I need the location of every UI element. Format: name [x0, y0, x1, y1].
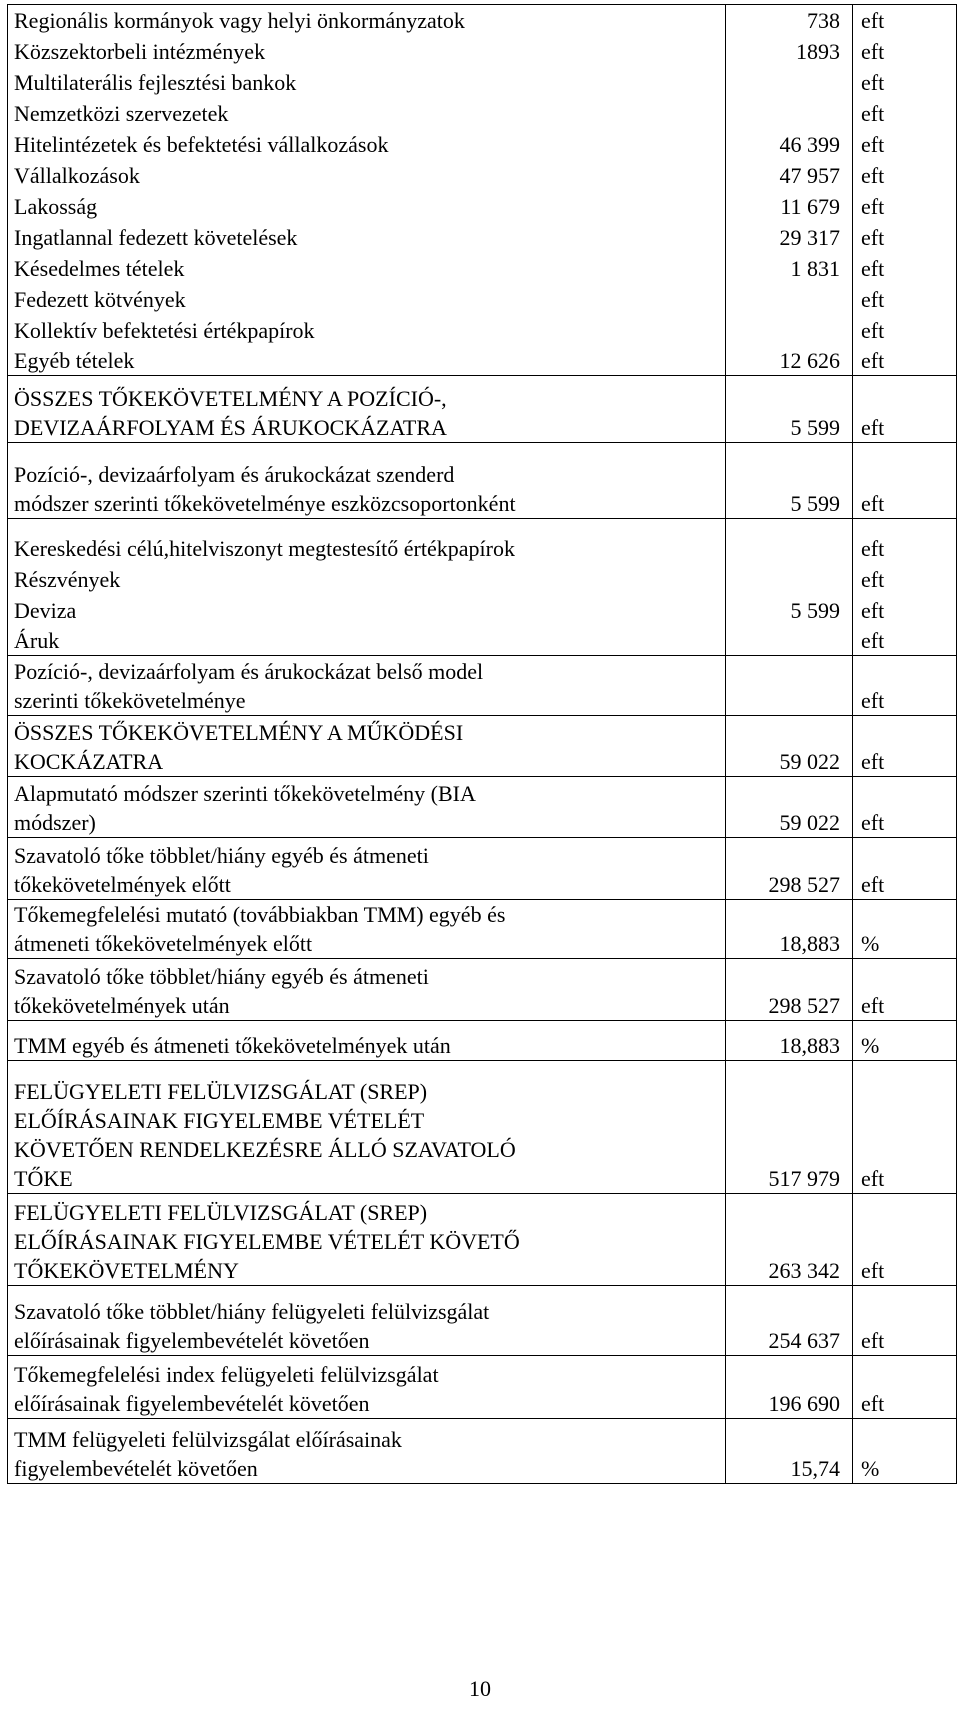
row-unit: eft — [853, 314, 957, 345]
row-label: Kereskedési célú,hitelviszonyt megtestesítő értékpapírok — [8, 519, 726, 563]
row-label: Kollektív befektetési értékpapírok — [8, 314, 726, 345]
row-label: Nemzetközi szervezetek — [8, 97, 726, 128]
row-label: Részvények — [8, 563, 726, 594]
table-row — [8, 345, 957, 376]
row-unit: % — [853, 900, 957, 959]
row-label: Alapmutató módszer szerinti tőkekövetelmény (BIA módszer) — [8, 777, 726, 838]
row-value — [726, 283, 853, 314]
row-unit: eft — [853, 5, 957, 35]
row-value: 1 831 — [726, 252, 853, 283]
row-value — [726, 625, 853, 656]
row-unit: eft — [853, 35, 957, 66]
row-unit: eft — [853, 563, 957, 594]
row-value: 1893 — [726, 35, 853, 66]
table-row — [8, 128, 957, 159]
table-row — [8, 443, 957, 519]
row-unit: eft — [853, 128, 957, 159]
table-row — [8, 314, 957, 345]
row-value: 5 599 — [726, 376, 853, 443]
row-label: FELÜGYELETI FELÜLVIZSGÁLAT (SREP) ELŐÍRÁSAINAK FIGYELEMBE VÉTELÉT KÖVETŐ TŐKEKÖVETELMÉNY — [8, 1194, 726, 1286]
table-row — [8, 777, 957, 838]
row-unit: eft — [853, 66, 957, 97]
row-unit: eft — [853, 1061, 957, 1194]
row-unit: eft — [853, 625, 957, 656]
row-unit: eft — [853, 1194, 957, 1286]
table-row — [8, 5, 957, 35]
row-unit: eft — [853, 777, 957, 838]
table-row — [8, 159, 957, 190]
row-label: Közszektorbeli intézmények — [8, 35, 726, 66]
table-row — [8, 716, 957, 777]
row-unit: eft — [853, 1286, 957, 1356]
table-row — [8, 221, 957, 252]
row-unit: eft — [853, 159, 957, 190]
row-unit: eft — [853, 190, 957, 221]
row-label: Szavatoló tőke többlet/hiány egyéb és átmeneti tőkekövetelmények után — [8, 959, 726, 1021]
row-value: 254 637 — [726, 1286, 853, 1356]
table-row — [8, 35, 957, 66]
table-row — [8, 1194, 957, 1286]
row-value: 59 022 — [726, 777, 853, 838]
row-label: Regionális kormányok vagy helyi önkormányzatok — [8, 5, 726, 35]
table-row — [8, 656, 957, 716]
row-value — [726, 66, 853, 97]
table-row — [8, 900, 957, 959]
row-unit: eft — [853, 656, 957, 716]
row-value — [726, 563, 853, 594]
row-unit: eft — [853, 443, 957, 519]
table-row — [8, 1356, 957, 1419]
row-label: Hitelintézetek és befektetési vállalkozások — [8, 128, 726, 159]
capital-requirements-table — [7, 4, 957, 1484]
table-body — [8, 5, 957, 1484]
row-value: 517 979 — [726, 1061, 853, 1194]
row-value: 46 399 — [726, 128, 853, 159]
row-unit: eft — [853, 221, 957, 252]
row-unit: % — [853, 1419, 957, 1484]
row-value: 59 022 — [726, 716, 853, 777]
row-value: 12 626 — [726, 345, 853, 376]
row-value: 18,883 — [726, 1021, 853, 1061]
table-row — [8, 1286, 957, 1356]
row-value: 738 — [726, 5, 853, 35]
table-row — [8, 283, 957, 314]
row-value: 263 342 — [726, 1194, 853, 1286]
row-label: TMM egyéb és átmeneti tőkekövetelmények után — [8, 1021, 726, 1061]
row-unit: eft — [853, 376, 957, 443]
row-label: Ingatlannal fedezett követelések — [8, 221, 726, 252]
row-unit: eft — [853, 1356, 957, 1419]
table-row — [8, 1021, 957, 1061]
row-value: 196 690 — [726, 1356, 853, 1419]
table-row — [8, 625, 957, 656]
row-unit: eft — [853, 519, 957, 563]
row-label: Pozíció-, devizaárfolyam és árukockázat szenderd módszer szerinti tőkekövetelménye eszközcsoportonként — [8, 443, 726, 519]
row-value — [726, 519, 853, 563]
table-row — [8, 376, 957, 443]
row-value: 15,74 — [726, 1419, 853, 1484]
row-label: Tőkemegfelelési index felügyeleti felülvizsgálat előírásainak figyelembevételét követően — [8, 1356, 726, 1419]
row-value — [726, 97, 853, 128]
row-value: 298 527 — [726, 838, 853, 900]
row-label: Pozíció-, devizaárfolyam és árukockázat belső model szerinti tőkekövetelménye — [8, 656, 726, 716]
row-value: 47 957 — [726, 159, 853, 190]
row-value — [726, 314, 853, 345]
row-label: Deviza — [8, 594, 726, 625]
row-label: Multilaterális fejlesztési bankok — [8, 66, 726, 97]
row-value: 5 599 — [726, 443, 853, 519]
row-label: FELÜGYELETI FELÜLVIZSGÁLAT (SREP) ELŐÍRÁSAINAK FIGYELEMBE VÉTELÉT KÖVETŐEN RENDELKEZÉSRE ÁLLÓ SZAVATOLÓ TŐKE — [8, 1061, 726, 1194]
page-number: 10 — [469, 1676, 491, 1701]
table-row — [8, 959, 957, 1021]
row-value: 11 679 — [726, 190, 853, 221]
row-unit: % — [853, 1021, 957, 1061]
row-label: Tőkemegfelelési mutató (továbbiakban TMM) egyéb és átmeneti tőkekövetelmények előtt — [8, 900, 726, 959]
row-unit: eft — [853, 716, 957, 777]
table-row — [8, 190, 957, 221]
row-label: Szavatoló tőke többlet/hiány egyéb és átmeneti tőkekövetelmények előtt — [8, 838, 726, 900]
row-label: ÖSSZES TŐKEKÖVETELMÉNY A MŰKÖDÉSI KOCKÁZATRA — [8, 716, 726, 777]
row-label: Áruk — [8, 625, 726, 656]
row-label: Vállalkozások — [8, 159, 726, 190]
row-unit: eft — [853, 838, 957, 900]
row-unit: eft — [853, 283, 957, 314]
row-unit: eft — [853, 594, 957, 625]
row-label: Szavatoló tőke többlet/hiány felügyeleti felülvizsgálat előírásainak figyelembevételét követően — [8, 1286, 726, 1356]
row-unit: eft — [853, 252, 957, 283]
table-row — [8, 97, 957, 128]
table-row — [8, 838, 957, 900]
table-row — [8, 563, 957, 594]
table-row — [8, 519, 957, 563]
row-value: 298 527 — [726, 959, 853, 1021]
row-value: 18,883 — [726, 900, 853, 959]
row-unit: eft — [853, 97, 957, 128]
row-label: Lakosság — [8, 190, 726, 221]
row-unit: eft — [853, 345, 957, 376]
row-value: 29 317 — [726, 221, 853, 252]
table-row — [8, 594, 957, 625]
table-row — [8, 1061, 957, 1194]
table-row — [8, 1419, 957, 1484]
row-value: 5 599 — [726, 594, 853, 625]
row-label: ÖSSZES TŐKEKÖVETELMÉNY A POZÍCIÓ-, DEVIZAÁRFOLYAM ÉS ÁRUKOCKÁZATRA — [8, 376, 726, 443]
table-row — [8, 252, 957, 283]
row-label: Késedelmes tételek — [8, 252, 726, 283]
row-label: Fedezett kötvények — [8, 283, 726, 314]
table-row — [8, 66, 957, 97]
row-unit: eft — [853, 959, 957, 1021]
row-value — [726, 656, 853, 716]
row-label: TMM felügyeleti felülvizsgálat előírásainak figyelembevételét követően — [8, 1419, 726, 1484]
row-label: Egyéb tételek — [8, 345, 726, 376]
